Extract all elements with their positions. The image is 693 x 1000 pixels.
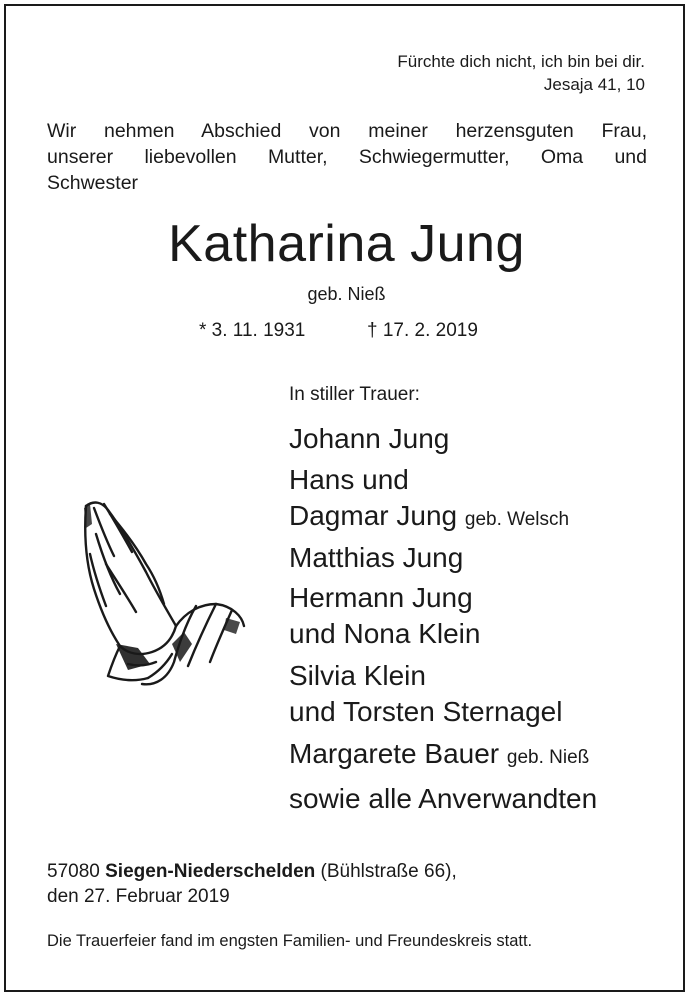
postcode: 57080 xyxy=(47,861,100,882)
mourner-name xyxy=(289,499,569,537)
birth-date: * 3. 11. 1931 xyxy=(199,320,306,341)
street: (Bühlstraße 66), xyxy=(320,861,457,882)
mourner-maiden-name: geb. Welsch xyxy=(464,509,570,530)
intro-line: Schwester xyxy=(47,172,139,194)
mourners-intro: In stiller Trauer: xyxy=(289,384,420,405)
mourner-name xyxy=(289,737,589,775)
maiden-name: geb. Nieß xyxy=(307,284,386,304)
bible-verse: Fürchte dich nicht, ich bin bei dir. xyxy=(397,52,645,71)
mourner-name-text: Margarete Bauer xyxy=(289,738,500,769)
date-line: den 27. Februar 2019 xyxy=(47,886,230,907)
funeral-notice: Die Trauerfeier fand im engsten Familien- und Freundeskreis statt. xyxy=(47,932,533,950)
mourner-name: Hans und xyxy=(289,464,409,495)
mourner-name: Johann Jung xyxy=(289,423,450,454)
bible-verse-reference: Jesaja 41, 10 xyxy=(543,75,645,94)
address-line xyxy=(47,861,457,883)
mourner-maiden-name: geb. Nieß xyxy=(506,747,590,768)
praying-hands-icon xyxy=(76,494,248,692)
intro-line: unserer liebevollen Mutter, Schwiegermutter, Oma und xyxy=(47,146,647,168)
mourner-name: Silvia Klein xyxy=(289,660,426,691)
town: Siegen-Niederschelden xyxy=(105,861,316,882)
mourner-name-text: Dagmar Jung xyxy=(289,500,458,531)
mourner-name: sowie alle Anverwandten xyxy=(289,783,598,814)
intro-line: Wir nehmen Abschied von meiner herzensguten Frau, xyxy=(47,120,647,142)
deceased-name: Katharina Jung xyxy=(168,215,525,273)
mourner-name: und Nona Klein xyxy=(289,618,481,649)
death-date: † 17. 2. 2019 xyxy=(367,320,478,341)
mourner-name: Hermann Jung xyxy=(289,582,473,613)
mourner-name: und Torsten Sternagel xyxy=(289,696,563,727)
farewell-intro xyxy=(47,118,647,196)
mourner-name: Matthias Jung xyxy=(289,542,464,573)
